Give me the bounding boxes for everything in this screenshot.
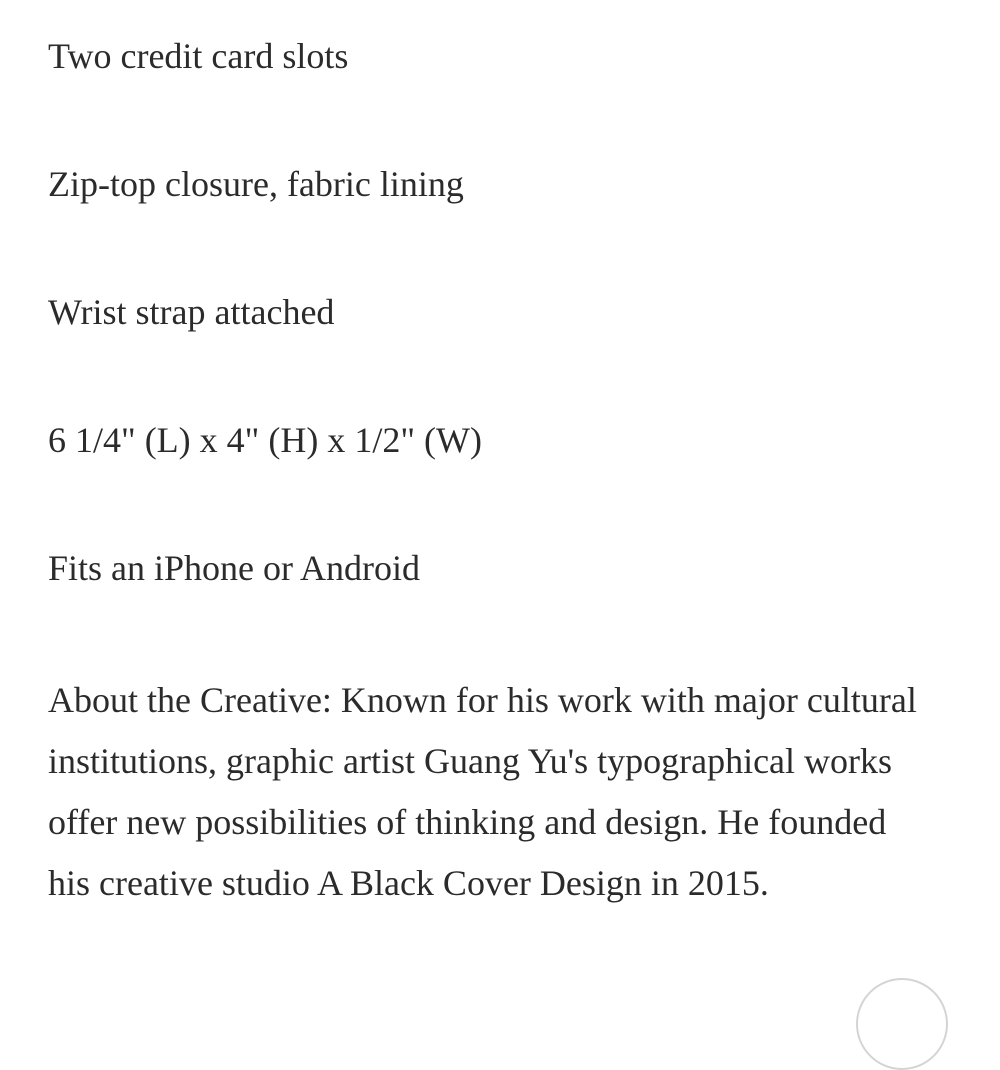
feature-wrist-strap: Wrist strap attached	[48, 292, 335, 332]
about-the-creative: About the Creative: Known for his work with major cultural institutions, graphic artist Guang Yu's typographical works offer new possibilities of thinking and design. He founded his creative studio A Black Cover Design in 2015.	[48, 680, 917, 903]
product-details	[48, 30, 948, 914]
feature-dimensions: 6 1/4" (L) x 4" (H) x 1/2" (W)	[48, 420, 482, 460]
feature-credit-card-slots: Two credit card slots	[48, 36, 349, 76]
floating-circle-button[interactable]	[856, 978, 948, 1070]
feature-closure-lining: Zip-top closure, fabric lining	[48, 164, 464, 204]
feature-phone-fit: Fits an iPhone or Android	[48, 548, 421, 588]
